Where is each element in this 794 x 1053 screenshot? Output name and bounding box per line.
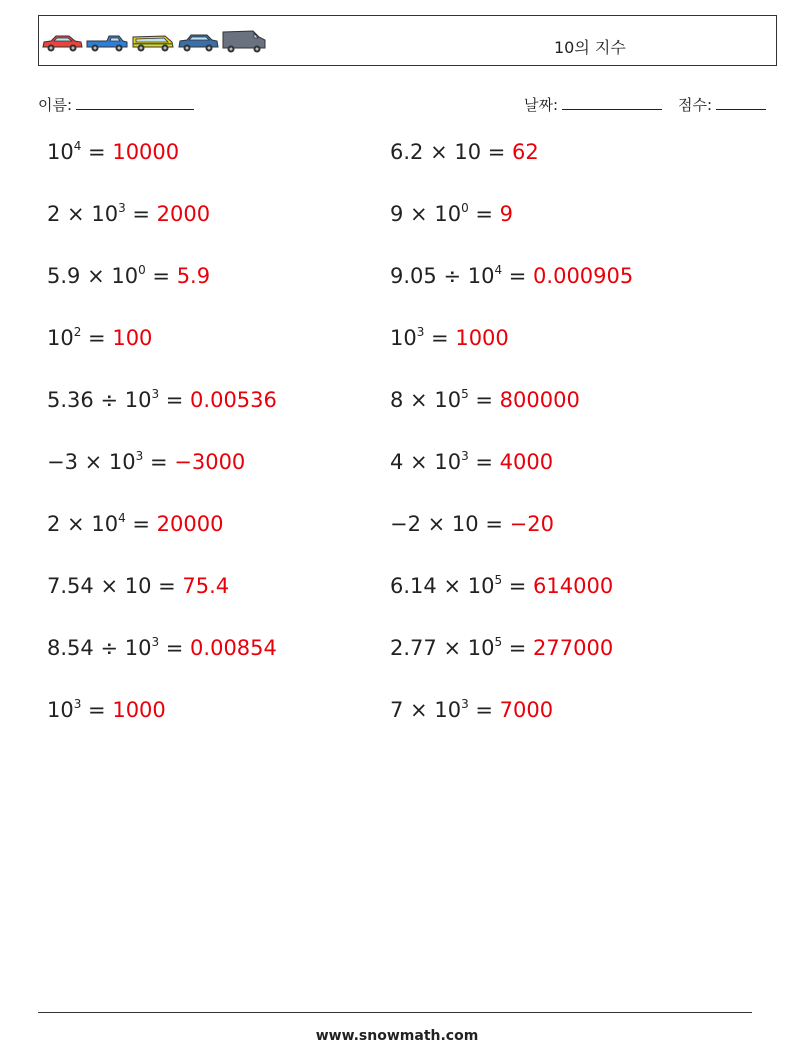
problem-answer: 62 [512,140,539,164]
date-field [524,94,662,115]
problem-exponent: 0 [461,201,469,215]
name-label: 이름: [38,96,73,114]
problem-answer: 75.4 [182,574,230,598]
problem-base: 10 [47,326,74,350]
problem-item [47,326,152,350]
problem-item [390,450,553,474]
problem-base: 8 [390,388,404,412]
problem-exponent: 3 [461,697,469,711]
problem-item [47,636,277,660]
problem-base: 6.14 [390,574,437,598]
problem-item [47,574,229,598]
name-blank[interactable] [76,95,194,110]
problem-power-base: 10 [124,388,152,412]
problem-exponent: 5 [494,573,503,587]
problem-operator: × [423,140,455,164]
problem-exponent: 4 [494,263,503,277]
equals-sign: = [143,450,175,474]
problem-item [47,450,245,474]
problem-base: 9 [390,202,404,226]
date-blank[interactable] [562,95,662,110]
problem-exponent: 3 [118,201,126,215]
problem-item [390,326,509,350]
problem-operator: × [93,574,125,598]
problem-base: −2 [390,512,421,536]
equals-sign: = [481,140,513,164]
equals-sign: = [159,388,191,412]
problem-power-base: 10 [91,202,119,226]
problem-base: 10 [390,326,417,350]
equals-sign: = [468,202,500,226]
problem-power-base: 10 [434,450,462,474]
problem-operator: × [403,450,435,474]
problem-base: 6.2 [390,140,424,164]
problem-base: 2 [47,512,61,536]
problem-base: −3 [47,450,78,474]
problem-answer: 10000 [112,140,180,164]
blue-suv-icon [177,33,219,53]
problem-power-base: 10 [434,698,462,722]
problem-operator: × [403,202,435,226]
problem-answer: 4000 [499,450,554,474]
problem-answer: 1000 [112,698,166,722]
problem-power-base: 10 [467,636,495,660]
problem-base: 2 [47,202,61,226]
blue-pickup-icon [85,33,129,53]
gray-van-icon [221,29,267,53]
problem-item [390,512,554,536]
problem-answer: 20000 [156,512,224,536]
problem-base: 7 [390,698,404,722]
problem-power-base: 10 [451,512,479,536]
score-label: 점수: [678,96,713,114]
problem-exponent: 4 [118,511,126,525]
score-blank[interactable] [716,95,766,110]
problem-operator: × [436,636,468,660]
problem-exponent: 3 [73,697,82,711]
problem-power-base: 10 [91,512,119,536]
problem-item [47,388,277,412]
equals-sign: = [81,326,113,350]
problem-answer: 800000 [499,388,580,412]
name-field [38,94,194,115]
problem-power-base: 10 [434,388,462,412]
equals-sign: = [81,698,113,722]
problem-power-base: 10 [124,636,152,660]
problem-answer: 100 [112,326,153,350]
problem-answer: 0.00854 [190,636,277,660]
problem-base: 5.9 [47,264,81,288]
problem-exponent: 3 [151,635,160,649]
problem-base: 10 [47,698,74,722]
problem-exponent: 4 [73,139,82,153]
problem-answer: 9 [499,202,514,226]
problem-answer: −3000 [174,450,246,474]
worksheet-title: 10의 지수 [554,38,626,57]
problem-operator: × [60,202,92,226]
problem-operator: ÷ [93,388,125,412]
problem-exponent: 5 [494,635,503,649]
equals-sign: = [468,450,500,474]
problem-answer: 2000 [156,202,211,226]
problem-exponent: 2 [73,325,82,339]
problem-item [390,264,633,288]
yellow-van-icon [131,33,175,53]
score-field [678,94,766,115]
problem-base: 5.36 [47,388,94,412]
problem-exponent: 3 [416,325,425,339]
problem-power-base: 10 [111,264,139,288]
equals-sign: = [151,574,183,598]
problem-exponent: 3 [151,387,160,401]
problem-operator: ÷ [93,636,125,660]
problem-item [390,202,513,226]
problem-operator: × [80,264,112,288]
problem-operator: × [60,512,92,536]
problem-answer: 5.9 [176,264,211,288]
footer-divider [38,1012,752,1013]
equals-sign: = [502,636,534,660]
problem-base: 9.05 [390,264,437,288]
problem-exponent: 3 [461,449,469,463]
problem-power-base: 10 [454,140,482,164]
problem-answer: 7000 [499,698,554,722]
problem-answer: 0.00536 [190,388,277,412]
equals-sign: = [478,512,510,536]
problem-answer: 0.000905 [533,264,634,288]
problem-operator: ÷ [436,264,468,288]
problem-operator: × [403,388,435,412]
problem-answer: 277000 [533,636,614,660]
equals-sign: = [468,388,500,412]
equals-sign: = [468,698,500,722]
problem-answer: 1000 [455,326,509,350]
problem-item [390,698,553,722]
problem-exponent: 5 [461,387,469,401]
equals-sign: = [502,264,534,288]
problem-operator: × [436,574,468,598]
problem-item [47,202,210,226]
problem-operator: × [420,512,452,536]
red-car-icon [41,33,83,53]
problem-item [47,512,223,536]
equals-sign: = [125,202,157,226]
problem-power-base: 10 [467,264,495,288]
equals-sign: = [125,512,157,536]
problem-operator: × [77,450,109,474]
problem-power-base: 10 [124,574,152,598]
problem-answer: −20 [509,512,554,536]
problem-base: 2.77 [390,636,437,660]
problem-power-base: 10 [434,202,462,226]
equals-sign: = [502,574,534,598]
problem-base: 4 [390,450,404,474]
footer-site[interactable]: www.snowmath.com [315,1028,479,1044]
date-label: 날짜: [524,96,559,114]
problem-item [390,574,613,598]
equals-sign: = [424,326,456,350]
problem-item [390,636,613,660]
problem-exponent: 3 [135,449,144,463]
problem-answer: 614000 [533,574,614,598]
problem-base: 10 [47,140,74,164]
problem-power-base: 10 [467,574,495,598]
equals-sign: = [159,636,191,660]
equals-sign: = [145,264,177,288]
problem-base: 7.54 [47,574,94,598]
problem-power-base: 10 [108,450,136,474]
problem-operator: × [403,698,435,722]
problem-item [390,388,580,412]
problem-base: 8.54 [47,636,94,660]
problem-item [47,140,179,164]
vehicle-icons [41,29,267,53]
problem-item [47,698,166,722]
equals-sign: = [81,140,113,164]
problem-item [390,140,539,164]
header-box [38,15,777,66]
problem-item [47,264,210,288]
problem-exponent: 0 [138,263,146,277]
